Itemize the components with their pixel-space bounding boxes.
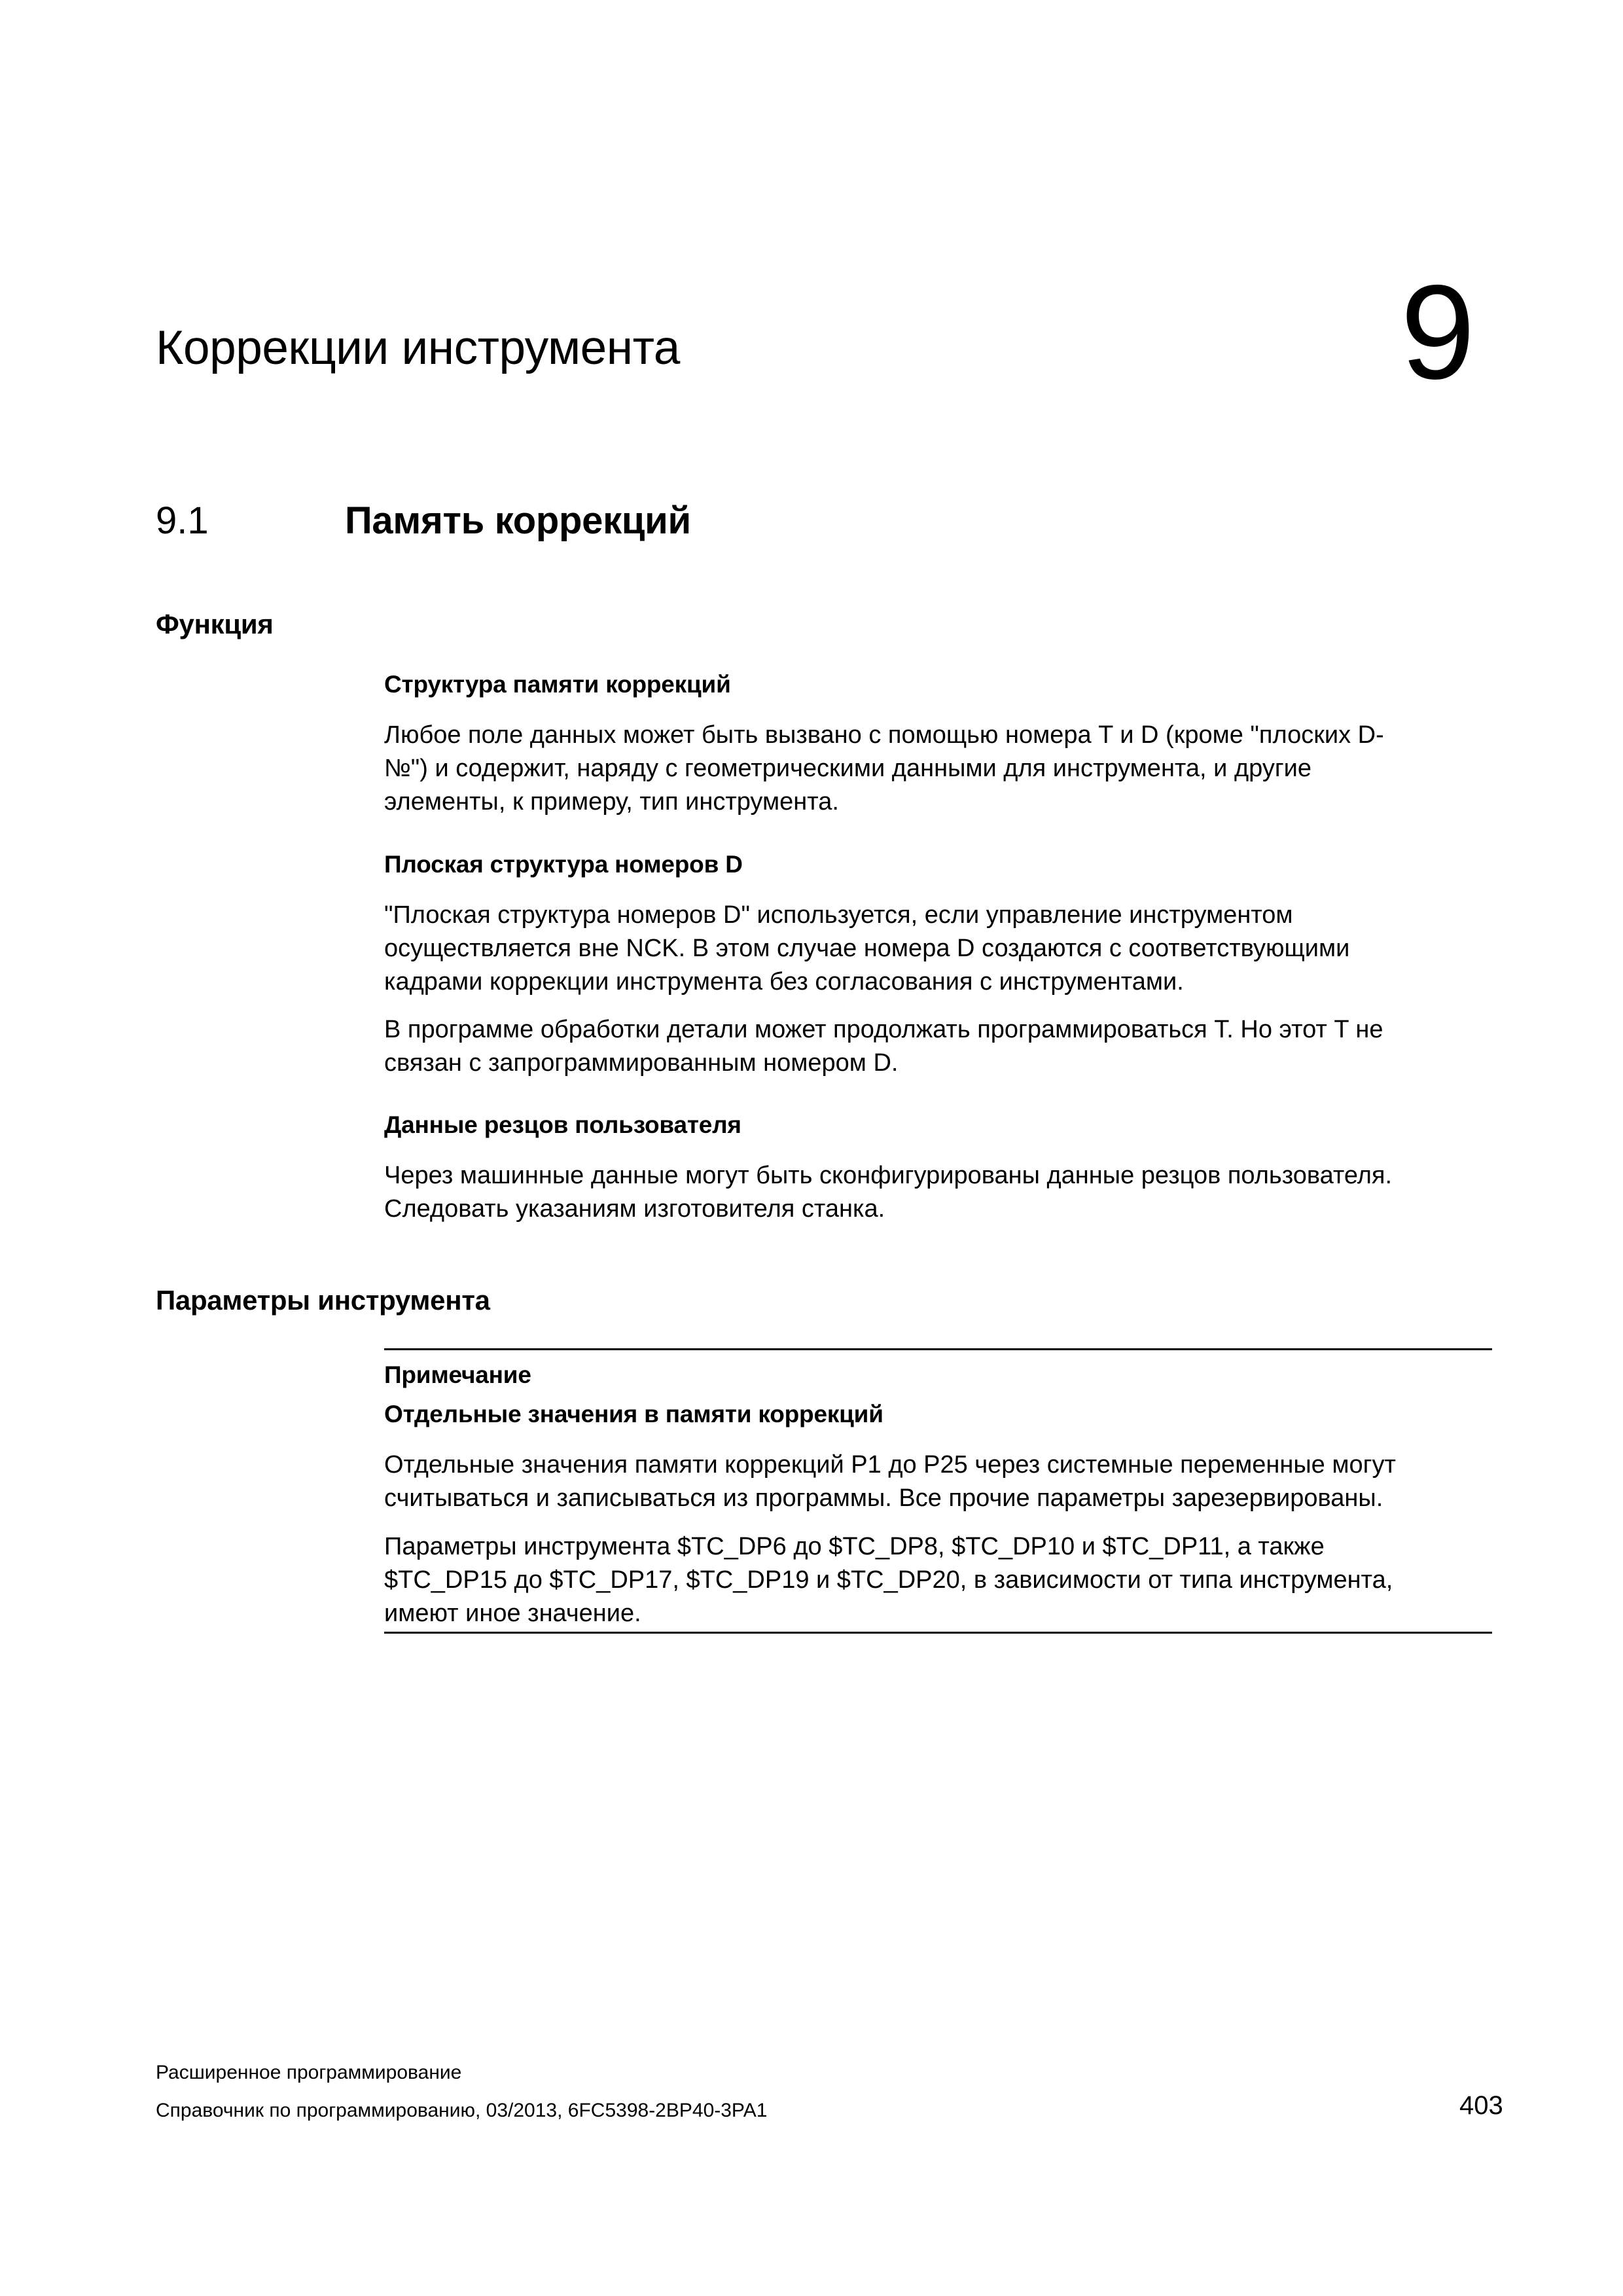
chapter-title: Коррекции инструмента bbox=[156, 321, 680, 374]
footer-manual-info: Справочник по программированию, 03/2013, 6FC5398-2BP40-3PA1 bbox=[156, 2100, 768, 2121]
chapter-number: 9 bbox=[1400, 257, 1476, 407]
flat-d-paragraph-1 bbox=[384, 899, 1497, 999]
footer-book-title: Расширенное программирование bbox=[156, 2062, 462, 2083]
function-heading: Функция bbox=[156, 609, 274, 639]
note-label: Примечание bbox=[384, 1361, 531, 1388]
page-number: 403 bbox=[1459, 2091, 1503, 2120]
note-title: Отдельные значения в памяти коррекций bbox=[384, 1401, 883, 1427]
note-paragraph-2 bbox=[384, 1530, 1497, 1630]
text-line: связан с запрограммированным номером D. bbox=[384, 1049, 899, 1077]
flat-d-paragraph-2 bbox=[384, 1013, 1497, 1080]
subsection-heading-structure: Структура памяти коррекций bbox=[384, 671, 731, 698]
text-line: Отдельные значения памяти коррекций P1 до P25 через системные переменные могут bbox=[384, 1451, 1396, 1479]
text-line: имеют иное значение. bbox=[384, 1600, 641, 1627]
tool-params-heading: Параметры инструмента bbox=[156, 1285, 490, 1316]
text-line: считываться и записываться из программы. Все прочие параметры зарезервированы. bbox=[384, 1484, 1383, 1512]
text-line: осуществляется вне NCK. В этом случае номера D создаются с соответствующими bbox=[384, 935, 1350, 962]
text-line: Параметры инструмента $TC_DP6 до $TC_DP8, $TC_DP10 и $TC_DP11, а также bbox=[384, 1533, 1325, 1560]
text-line: №") и содержит, наряду с геометрическими данными для инструмента, и другие bbox=[384, 755, 1312, 782]
text-line: В программе обработки детали может продолжать программироваться T. Но этот T не bbox=[384, 1016, 1383, 1043]
note-top-rule bbox=[384, 1348, 1492, 1350]
text-line: Любое поле данных может быть вызвано с помощью номера T и D (кроме "плоских D- bbox=[384, 721, 1384, 749]
text-line: элементы, к примеру, тип инструмента. bbox=[384, 788, 839, 816]
subsection-heading-flat-d: Плоская структура номеров D bbox=[384, 851, 743, 878]
subsection-heading-user-cutting-data: Данные резцов пользователя bbox=[384, 1111, 741, 1138]
section-title: Память коррекций bbox=[345, 499, 691, 542]
text-line: Следовать указаниям изготовителя станка. bbox=[384, 1195, 885, 1223]
text-line: Через машинные данные могут быть сконфигурированы данные резцов пользователя. bbox=[384, 1162, 1393, 1189]
structure-paragraph bbox=[384, 719, 1497, 819]
note-paragraph-1 bbox=[384, 1448, 1497, 1515]
text-line: "Плоская структура номеров D" используется, если управление инструментом bbox=[384, 901, 1293, 929]
section-number: 9.1 bbox=[156, 499, 209, 542]
text-line: $TC_DP15 до $TC_DP17, $TC_DP19 и $TC_DP20, в зависимости от типа инструмента, bbox=[384, 1566, 1393, 1594]
text-line: кадрами коррекции инструмента без согласования с инструментами. bbox=[384, 968, 1184, 996]
user-cutting-data-paragraph bbox=[384, 1159, 1497, 1226]
note-bottom-rule bbox=[384, 1632, 1492, 1634]
